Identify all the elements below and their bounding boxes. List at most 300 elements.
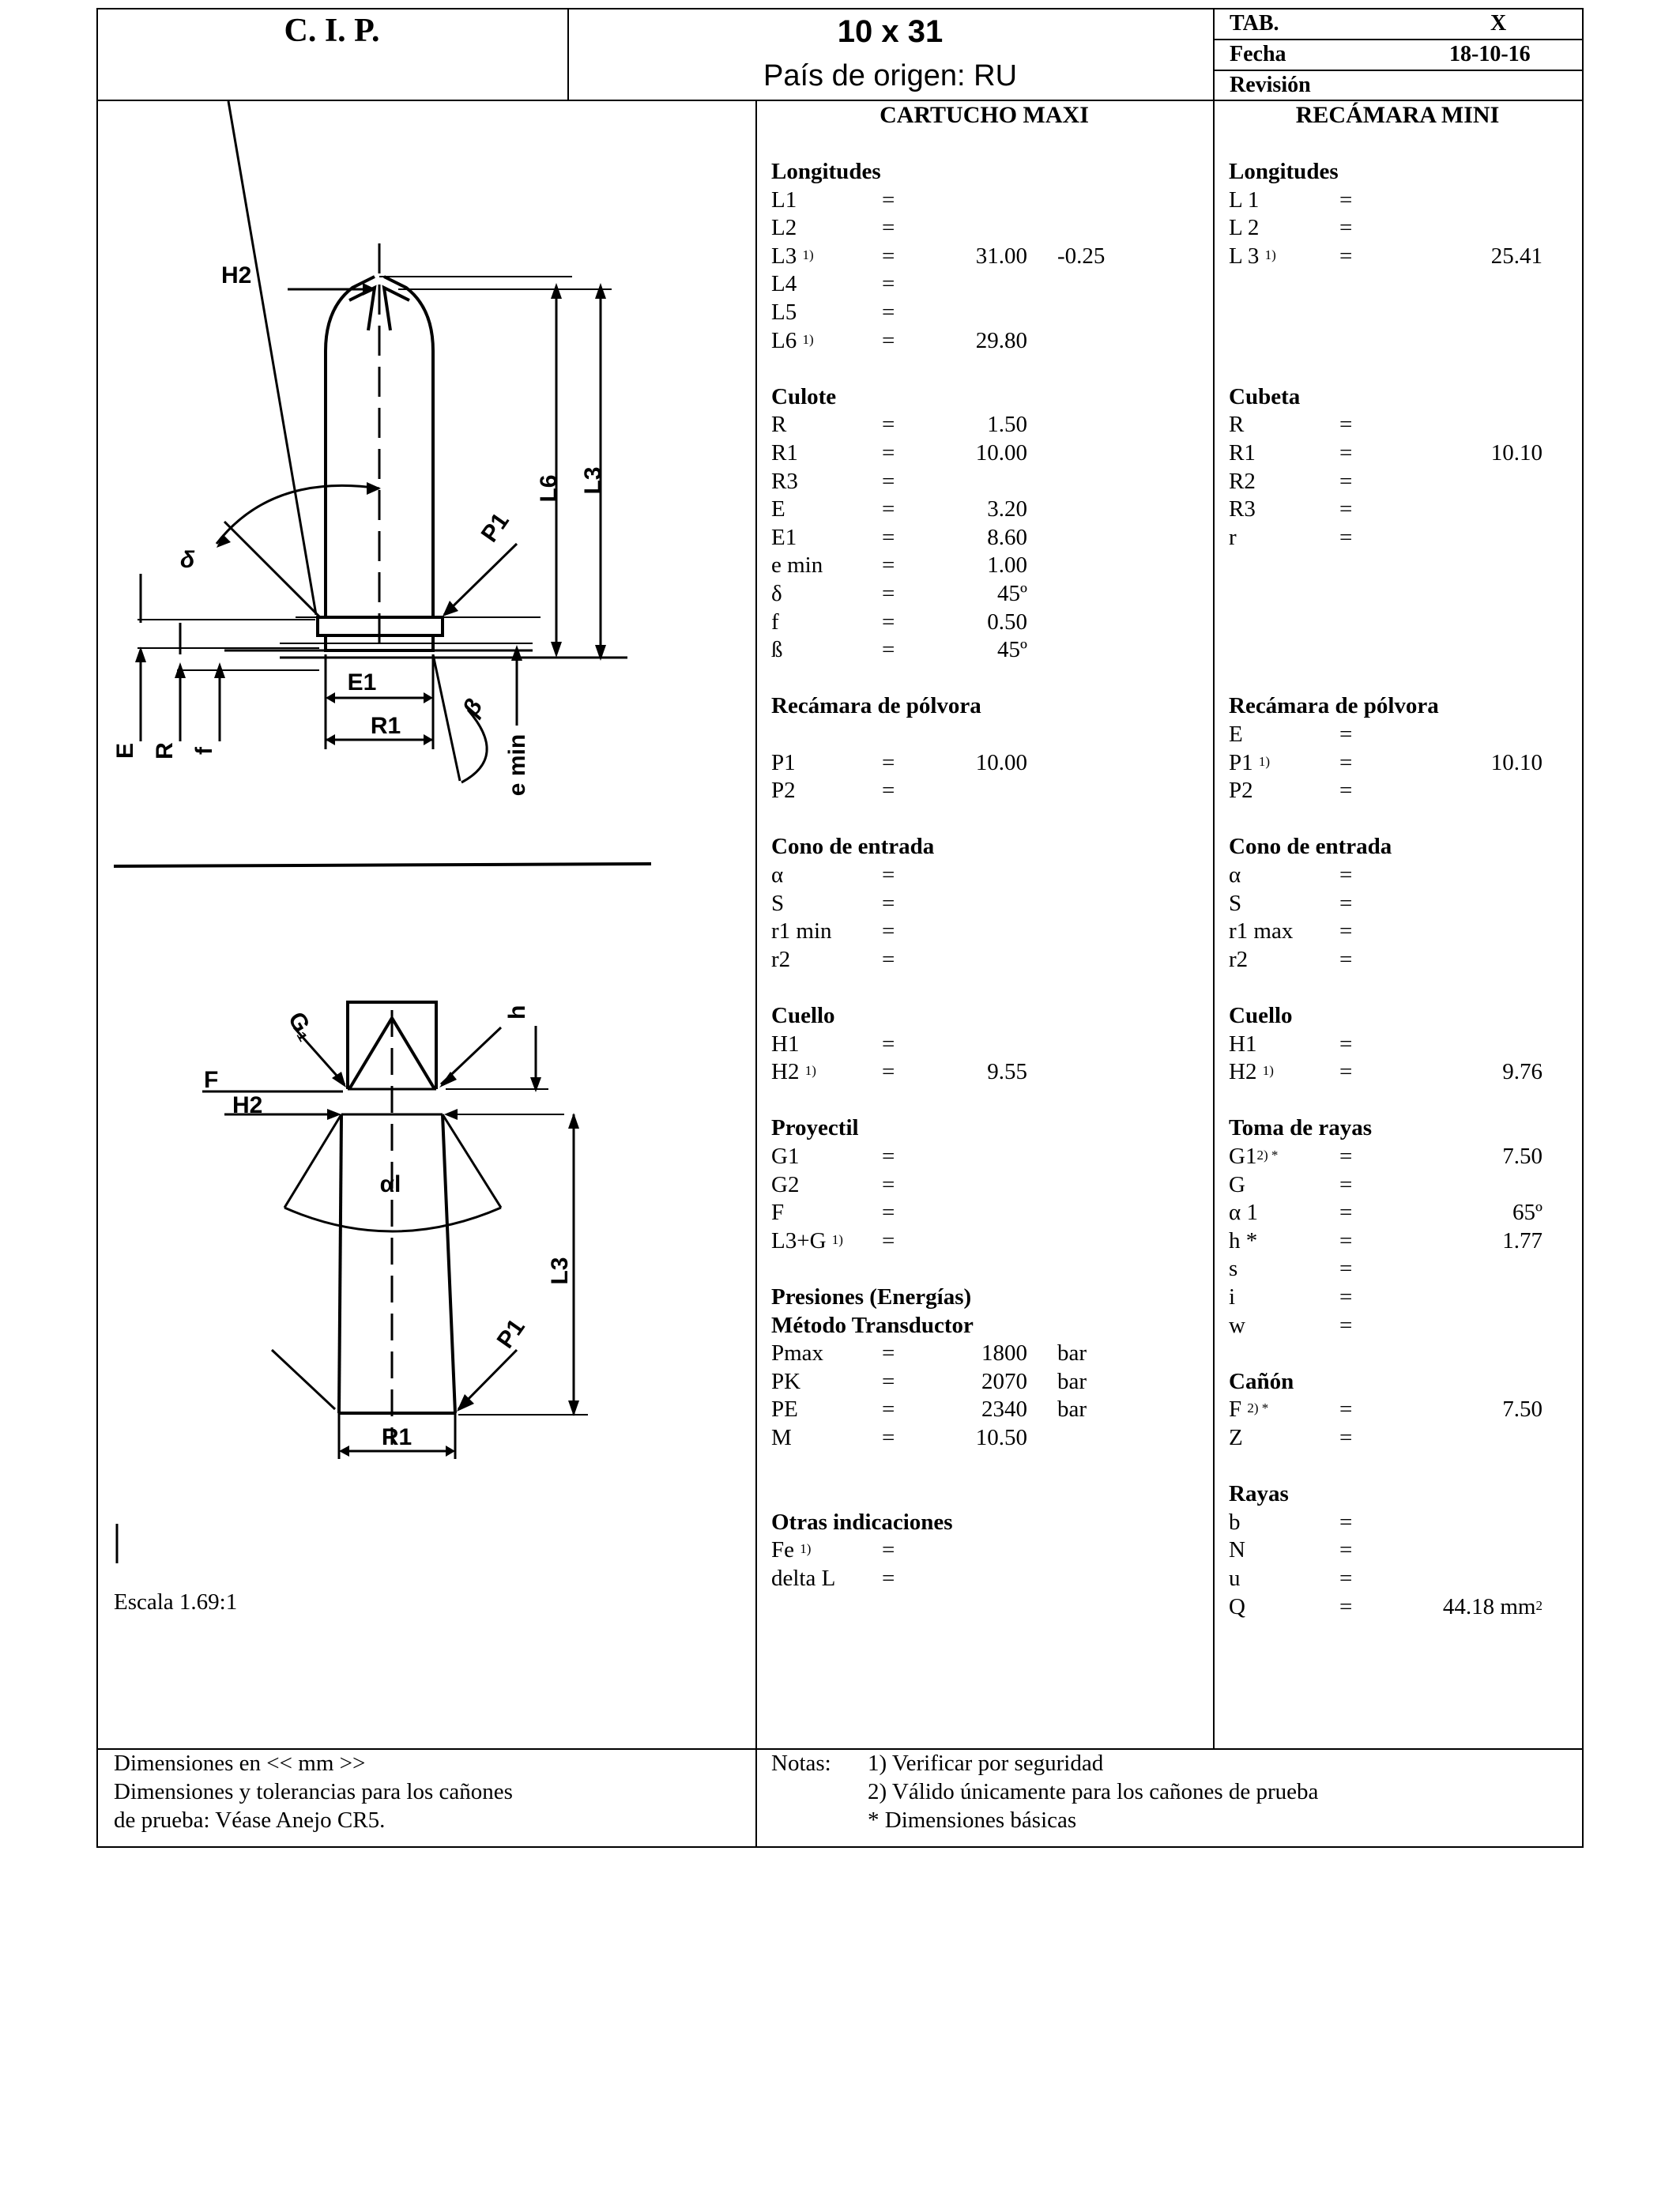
spec-row xyxy=(1229,187,1580,215)
spec-equals: = xyxy=(882,271,895,297)
spec-label xyxy=(1229,214,1259,243)
spec-value xyxy=(981,1396,1027,1424)
spec-equals: = xyxy=(882,496,895,522)
spec-value xyxy=(1502,1143,1543,1171)
section-heading-text: Otras indicaciones xyxy=(771,1509,953,1535)
chamber-profile xyxy=(339,1001,455,1445)
spec-row xyxy=(1229,496,1580,524)
spec-equals: = xyxy=(882,1144,895,1169)
spec-row xyxy=(771,1199,1214,1227)
section-heading xyxy=(771,1312,1214,1340)
cartucho-column xyxy=(771,158,1214,1660)
spec-label-text: E xyxy=(1229,722,1243,747)
spec-label-text: L2 xyxy=(771,215,797,241)
spec-label xyxy=(771,299,797,327)
spec-equals: = xyxy=(1339,412,1353,438)
spec-label-text: f xyxy=(771,609,779,635)
cartridge-drawing xyxy=(98,101,754,1745)
spec-label xyxy=(1229,243,1276,271)
spec-equals: = xyxy=(1339,749,1353,775)
spacer-row xyxy=(1229,636,1580,665)
spec-value-text: 2340 xyxy=(981,1397,1027,1423)
label-l3-bottom: L3 xyxy=(547,1257,573,1285)
spec-equals: = xyxy=(882,1171,895,1197)
spec-equals: = xyxy=(882,1368,895,1394)
spec-label-text: R3 xyxy=(771,468,798,494)
spec-label xyxy=(1229,1058,1274,1087)
spec-label-text: Z xyxy=(1229,1425,1243,1450)
spec-label xyxy=(771,1368,800,1397)
frame-right xyxy=(1582,8,1584,1848)
spec-tolerance: -0.25 xyxy=(1057,243,1106,269)
spec-row xyxy=(771,1536,1214,1565)
spec-equals: = xyxy=(1339,1059,1353,1085)
spec-value xyxy=(1502,1227,1543,1256)
spec-label-text: H2 xyxy=(1229,1059,1263,1085)
section-heading xyxy=(1229,1480,1580,1509)
spec-row xyxy=(771,1143,1214,1171)
spec-equals: = xyxy=(882,1059,895,1085)
spec-equals: = xyxy=(882,946,895,972)
spec-label xyxy=(771,1227,843,1256)
spec-label-text: α xyxy=(1229,862,1241,888)
spec-label xyxy=(1229,890,1241,918)
spec-value-text: 3.20 xyxy=(987,496,1027,522)
spec-label xyxy=(1229,1396,1268,1424)
section-heading xyxy=(771,158,1214,187)
label-alpha1: αl xyxy=(379,1171,401,1197)
spec-label-text: L 2 xyxy=(1229,215,1260,241)
spec-value-text: 10.00 xyxy=(975,440,1027,466)
label-e: E xyxy=(112,742,138,760)
spec-equals: = xyxy=(1339,1171,1353,1197)
frame-bottom xyxy=(96,1846,1584,1848)
spec-row xyxy=(1229,1031,1580,1059)
cartridge-profile xyxy=(137,243,627,670)
spec-label-text: h * xyxy=(1229,1227,1258,1253)
section-heading xyxy=(1229,833,1580,861)
spec-equals: = xyxy=(882,1200,895,1226)
spec-label-text: P1 xyxy=(1229,749,1259,775)
section-heading xyxy=(771,833,1214,861)
spec-equals: = xyxy=(882,862,895,888)
spec-row xyxy=(771,777,1214,805)
fecha-value: 18-10-16 xyxy=(1449,42,1531,66)
spec-label-text: ß xyxy=(771,637,783,663)
spec-equals: = xyxy=(882,552,895,579)
label-g1: G₁ xyxy=(282,1008,320,1046)
spec-value-text: 9.55 xyxy=(987,1059,1027,1085)
spec-equals: = xyxy=(882,749,895,775)
spec-label xyxy=(771,636,783,665)
spec-row xyxy=(1229,1199,1580,1227)
spec-equals: = xyxy=(1339,1144,1353,1169)
spec-tolerance: bar xyxy=(1057,1368,1087,1394)
spec-label xyxy=(771,214,797,243)
section-heading xyxy=(771,1509,1214,1537)
spacer-row xyxy=(1229,355,1580,383)
spec-tolerance: bar xyxy=(1057,1397,1087,1423)
spec-label-text: L4 xyxy=(771,271,797,297)
spec-label xyxy=(1229,777,1253,805)
spec-label-text: L1 xyxy=(771,187,797,213)
spec-value-text: 1800 xyxy=(981,1340,1027,1367)
spec-label-text: s xyxy=(1229,1256,1238,1282)
label-h2-top: H2 xyxy=(221,262,252,288)
spacer-row xyxy=(1229,609,1580,637)
section-heading-text: Método Transductor xyxy=(771,1312,974,1338)
spec-value xyxy=(976,1424,1027,1453)
spec-row xyxy=(771,1396,1214,1424)
spec-row xyxy=(771,580,1214,609)
spec-label-text: r xyxy=(1229,524,1237,550)
spec-value-text: 10.00 xyxy=(975,749,1027,775)
spec-label-text: G2 xyxy=(771,1171,800,1197)
spec-value-text: 10.50 xyxy=(975,1425,1027,1450)
spec-equals: = xyxy=(1339,243,1353,269)
spec-label xyxy=(771,580,782,609)
spec-row xyxy=(1229,524,1580,552)
spec-label-text: i xyxy=(1229,1284,1236,1310)
spec-label xyxy=(1229,1424,1243,1453)
spec-label-text: H1 xyxy=(771,1031,800,1057)
footer-dim-line3: de prueba: Véase Anejo CR5. xyxy=(114,1808,386,1833)
spec-label xyxy=(771,918,832,946)
spec-footnote-ref: 1) xyxy=(1264,247,1276,262)
spacer-row xyxy=(771,665,1214,693)
label-beta: β xyxy=(458,694,488,721)
revision-label: Revisión xyxy=(1230,73,1311,97)
section-heading-text: Recámara de pólvora xyxy=(771,693,981,719)
spec-row xyxy=(1229,1143,1580,1171)
spec-equals: = xyxy=(1339,1425,1353,1450)
spec-value xyxy=(976,327,1027,356)
spec-label-text: G1 xyxy=(771,1144,800,1169)
spec-row xyxy=(1229,1565,1580,1593)
spec-label xyxy=(1229,918,1293,946)
spec-label-text: L3+G xyxy=(771,1227,832,1253)
spec-label xyxy=(771,1171,799,1200)
spec-equals: = xyxy=(882,609,895,635)
section-heading xyxy=(771,1114,1214,1143)
spec-label-text: δ xyxy=(771,581,782,606)
spec-footnote-ref: 2) * xyxy=(1256,1148,1279,1163)
label-f-bottom: F xyxy=(204,1067,219,1093)
section-heading-text: Rayas xyxy=(1229,1481,1289,1507)
spec-equals: = xyxy=(882,1031,895,1057)
spec-row xyxy=(1229,1312,1580,1340)
spec-row xyxy=(1229,1058,1580,1087)
spec-row xyxy=(1229,1171,1580,1200)
spec-row xyxy=(1229,439,1580,468)
spec-row xyxy=(1229,1227,1580,1256)
spec-label-text: R xyxy=(771,412,787,438)
spec-label-text: PE xyxy=(771,1397,798,1423)
spec-label-text: E1 xyxy=(771,524,797,550)
section-heading-text: Cono de entrada xyxy=(1229,834,1392,860)
caliber-title: 10 x 31 xyxy=(837,14,944,49)
label-l6: L6 xyxy=(536,474,562,503)
spec-equals: = xyxy=(882,890,895,916)
spec-footnote-ref: 2) * xyxy=(1247,1400,1269,1416)
spec-equals: = xyxy=(1339,1566,1353,1591)
spacer-row xyxy=(1229,665,1580,693)
spec-equals: = xyxy=(1339,1397,1353,1423)
spec-row xyxy=(1229,946,1580,974)
section-heading-text: Proyectil xyxy=(771,1115,859,1141)
spec-label-text: r2 xyxy=(771,946,791,972)
spec-label-text: L3 xyxy=(771,243,803,269)
section-heading xyxy=(1229,1114,1580,1143)
spec-label xyxy=(771,946,790,974)
spec-label-text: R3 xyxy=(1229,496,1256,522)
spec-value-text: 1.00 xyxy=(987,552,1027,579)
spec-equals: = xyxy=(882,1227,895,1253)
spec-label xyxy=(1229,1312,1245,1340)
spec-label xyxy=(771,861,783,890)
spec-equals: = xyxy=(1339,862,1353,888)
spec-label xyxy=(771,777,796,805)
spec-value-text: 45º xyxy=(997,581,1027,606)
label-r1-top: R1 xyxy=(370,713,401,739)
spacer-row xyxy=(1229,552,1580,580)
spec-equals: = xyxy=(882,215,895,241)
section-heading xyxy=(771,692,1214,721)
spec-equals: = xyxy=(882,1537,895,1563)
spec-label xyxy=(1229,439,1256,468)
label-f: f xyxy=(191,747,217,755)
spec-label xyxy=(1229,1565,1241,1593)
spec-label-text: H2 xyxy=(771,1059,805,1085)
spec-equals: = xyxy=(882,1566,895,1591)
spec-value xyxy=(1512,1199,1543,1227)
spec-footnote-ref: 1) xyxy=(831,1231,843,1247)
spec-label xyxy=(771,327,814,356)
spec-value xyxy=(1502,1058,1543,1087)
spec-equals: = xyxy=(1339,187,1353,213)
spec-value-text: 2070 xyxy=(981,1368,1027,1394)
spec-equals: = xyxy=(1339,946,1353,972)
spec-label-text: L6 xyxy=(771,327,803,353)
spec-equals: = xyxy=(1339,1031,1353,1057)
spec-label-text: G1 xyxy=(1229,1144,1257,1169)
spec-label-text: M xyxy=(771,1425,792,1450)
spec-label-text: w xyxy=(1229,1312,1245,1338)
spec-equals: = xyxy=(1339,215,1353,241)
spec-label-text: R1 xyxy=(1229,440,1256,466)
spec-row xyxy=(1229,1536,1580,1565)
label-h: h xyxy=(504,1005,530,1020)
spacer-row xyxy=(1229,974,1580,1002)
spec-value-text: 10.10 xyxy=(1490,749,1543,775)
spec-row xyxy=(771,609,1214,637)
spec-label-text: G xyxy=(1229,1171,1245,1197)
spec-value-text: 44.18 mm xyxy=(1442,1593,1536,1619)
spec-label-text: delta L xyxy=(771,1566,836,1591)
label-l3-top: L3 xyxy=(580,466,606,495)
spec-label xyxy=(1229,1031,1256,1059)
spec-row xyxy=(771,411,1214,439)
spec-value-text: 65º xyxy=(1512,1200,1543,1226)
spec-row xyxy=(771,327,1214,356)
section-heading xyxy=(1229,692,1580,721)
spec-value xyxy=(987,411,1027,439)
spec-label xyxy=(771,1031,799,1059)
spec-row xyxy=(771,243,1214,271)
spec-label xyxy=(1229,524,1237,552)
spacer-row xyxy=(1229,1087,1580,1115)
spec-label-text: e min xyxy=(771,552,823,579)
spec-value xyxy=(987,1058,1027,1087)
spacer-row xyxy=(771,1087,1214,1115)
nota-3: * Dimensiones básicas xyxy=(868,1808,1077,1833)
spec-value-text: 0.50 xyxy=(987,609,1027,635)
spec-equals: = xyxy=(1339,1256,1353,1282)
spacer-row xyxy=(771,974,1214,1002)
spec-row xyxy=(1229,861,1580,890)
spec-value-text: 10.10 xyxy=(1490,440,1543,466)
spec-equals: = xyxy=(1339,440,1353,466)
spec-label xyxy=(1229,721,1243,749)
spec-row xyxy=(771,552,1214,580)
frame-top xyxy=(96,8,1584,9)
spec-value-text: 45º xyxy=(997,637,1027,663)
section-heading xyxy=(1229,1002,1580,1031)
spec-row xyxy=(771,918,1214,946)
spec-equals: = xyxy=(882,1397,895,1423)
spec-label-text: P2 xyxy=(771,778,796,804)
tab-label: TAB. xyxy=(1230,11,1279,36)
spec-label-text: E xyxy=(771,496,785,522)
origin-label: País de origen: RU xyxy=(763,59,1018,92)
spec-value xyxy=(976,749,1027,778)
nota-2: 2) Válido únicamente para los cañones de prueba xyxy=(868,1779,1319,1804)
spec-row xyxy=(1229,468,1580,496)
spec-label xyxy=(771,1058,816,1087)
spec-value xyxy=(987,496,1027,524)
spec-label-text: L 3 xyxy=(1229,243,1265,269)
spec-tolerance: bar xyxy=(1057,1340,1087,1367)
spec-value-text: 25.41 xyxy=(1490,243,1543,269)
spec-label-text: P1 xyxy=(771,749,796,775)
spec-value xyxy=(976,243,1027,271)
spec-label xyxy=(771,1396,798,1424)
spec-value xyxy=(987,552,1027,580)
section-heading-text: Cuello xyxy=(771,1003,835,1028)
spec-equals: = xyxy=(1339,1227,1353,1253)
spec-equals: = xyxy=(882,327,895,353)
spec-value xyxy=(1491,749,1543,778)
spec-label-text: R1 xyxy=(771,440,798,466)
section-heading-text: Longitudes xyxy=(1229,159,1339,184)
spec-label-text: S xyxy=(771,890,785,916)
org-title: C. I. P. xyxy=(284,13,380,49)
label-delta: δ xyxy=(180,547,195,573)
spacer-row xyxy=(771,805,1214,834)
spec-value xyxy=(981,1340,1027,1368)
spacer-row xyxy=(771,355,1214,383)
spec-equals: = xyxy=(1339,1509,1353,1535)
spec-row xyxy=(1229,411,1580,439)
spec-label-text: Q xyxy=(1229,1593,1245,1619)
spacer-row xyxy=(1229,327,1580,356)
spec-row xyxy=(1229,1255,1580,1284)
spec-equals: = xyxy=(1339,722,1353,747)
spec-value xyxy=(987,609,1027,637)
fecha-label: Fecha xyxy=(1230,42,1286,66)
spec-row xyxy=(1229,777,1580,805)
spec-label xyxy=(771,1424,792,1453)
spec-label xyxy=(771,890,784,918)
spacer-row xyxy=(1229,805,1580,834)
spec-equals: = xyxy=(1339,1593,1353,1619)
spec-label-text: R xyxy=(1229,412,1245,438)
spacer-row xyxy=(1229,580,1580,609)
spec-footnote-ref: 1) xyxy=(800,1541,812,1557)
spec-label-text: L 1 xyxy=(1229,187,1260,213)
spacer-row xyxy=(1229,1340,1580,1368)
spec-value-text: 8.60 xyxy=(987,524,1027,550)
spec-label-text: α xyxy=(771,862,784,888)
spec-label xyxy=(771,1143,799,1171)
spec-label xyxy=(771,243,814,271)
section-heading xyxy=(1229,158,1580,187)
spec-row xyxy=(771,749,1214,778)
spec-row xyxy=(1229,214,1580,243)
spec-label xyxy=(1229,861,1241,890)
spec-row xyxy=(1229,1509,1580,1537)
spec-equals: = xyxy=(1339,1312,1353,1338)
section-heading xyxy=(1229,383,1580,412)
spec-label xyxy=(771,749,796,778)
spec-row xyxy=(1229,1424,1580,1453)
spec-equals: = xyxy=(1339,1200,1353,1226)
spec-label xyxy=(1229,496,1256,524)
spec-equals: = xyxy=(882,412,895,438)
spec-label-text: P2 xyxy=(1229,778,1253,804)
label-p1-bottom: P1 xyxy=(492,1314,530,1354)
spec-value xyxy=(1491,243,1543,271)
spec-footnote-ref: 1) xyxy=(1262,1063,1274,1079)
spec-equals: = xyxy=(1339,524,1353,550)
spec-row xyxy=(1229,1396,1580,1424)
spec-label-text: r1 min xyxy=(771,918,832,944)
spec-label xyxy=(1229,1143,1278,1171)
spec-equals: = xyxy=(1339,1284,1353,1310)
spec-value xyxy=(1491,439,1543,468)
spec-equals: = xyxy=(1339,890,1353,916)
spec-row xyxy=(1229,749,1580,778)
spec-row xyxy=(1229,890,1580,918)
section-heading-text: Longitudes xyxy=(771,159,881,184)
label-p1-top: P1 xyxy=(476,508,514,548)
section-heading-text: Cuello xyxy=(1229,1003,1293,1028)
spacer-row xyxy=(771,1255,1214,1284)
spec-label xyxy=(1229,1227,1257,1256)
spacer-row xyxy=(1229,1453,1580,1481)
spec-label xyxy=(771,552,823,580)
section-heading-text: Cubeta xyxy=(1229,383,1301,409)
spec-row xyxy=(1229,918,1580,946)
spec-footnote-ref: 1) xyxy=(1258,753,1271,769)
label-h2-bottom: H2 xyxy=(232,1092,263,1118)
spec-label xyxy=(771,496,785,524)
spec-value xyxy=(1502,1396,1543,1424)
spec-label xyxy=(1229,1255,1237,1284)
section-heading xyxy=(771,1284,1214,1312)
spec-value-text: 1.77 xyxy=(1502,1227,1543,1253)
section-heading-text: Cono de entrada xyxy=(771,834,935,860)
